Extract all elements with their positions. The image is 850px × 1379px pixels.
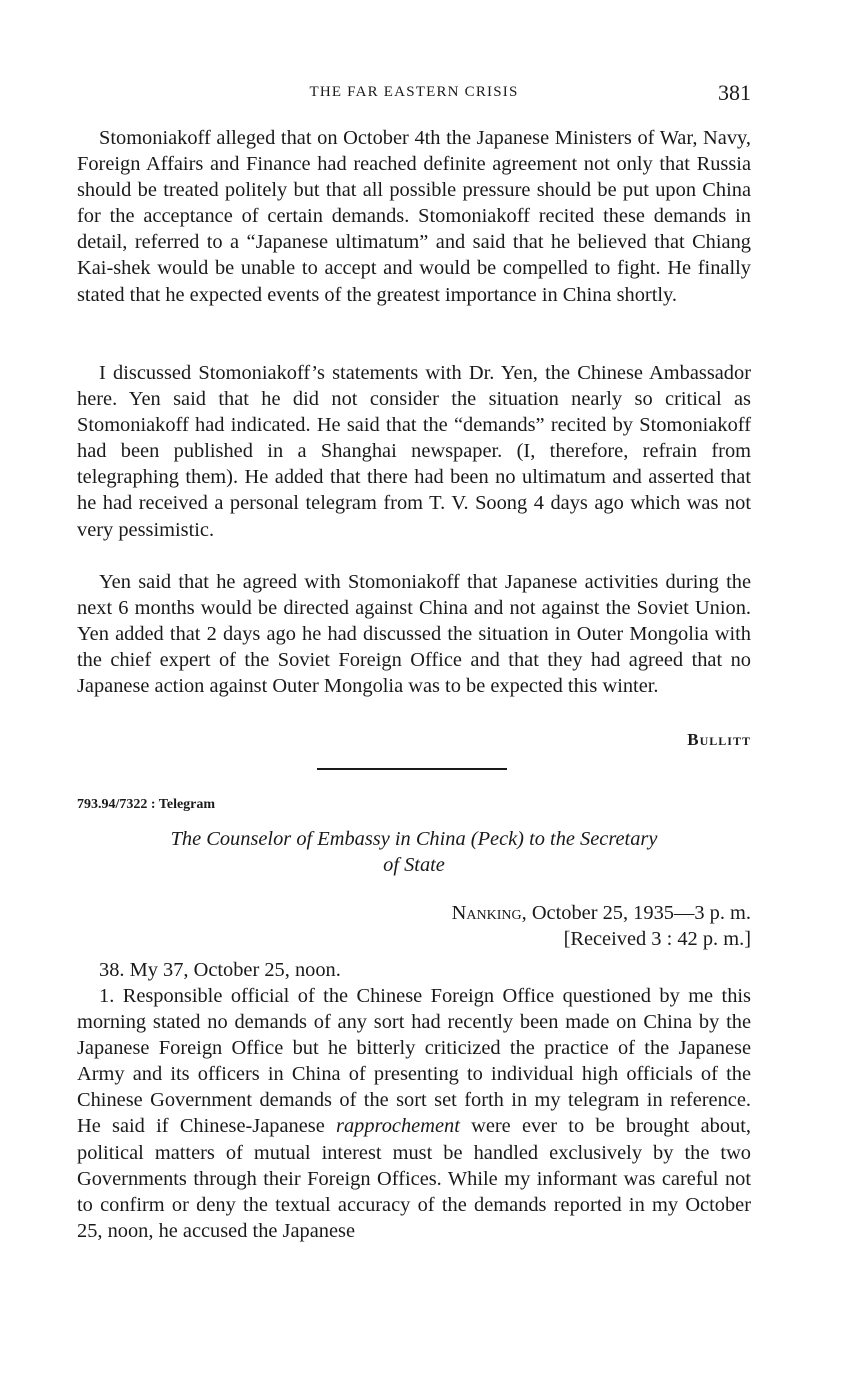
document-title-line-1: The Counselor of Embassy in China (Peck) to the Secretary: [170, 828, 658, 850]
paragraph-yen-discussion: I discussed Stomoniakoff’s statements with Dr. Yen, the Chinese Ambassador here. Yen said that he did not consider the situation nearly so critical as Stomoniakoff had indicated. He said that the “demands” recited by Stomoniakoff had been published in a Shanghai newspaper. (I, therefore, refrain from telegraphing them). He added that there had been no ultimatum and asserted that he had received a personal telegram from T. V. Soong 4 days ago which was not very pessimistic.: [77, 362, 751, 541]
paragraph-yen-agreement: Yen said that he agreed with Stomoniakoff that Japanese activities during the next 6 months would be directed against China and not against the Soviet Union. Yen added that 2 days ago he had discussed the situation in Outer Mongolia with the chief expert of the Soviet Foreign Office and that they had agreed that no Japanese action against Outer Mongolia was to be expected this winter.: [77, 571, 751, 698]
telegram-opening: 38. My 37, October 25, noon.: [99, 959, 341, 981]
paragraph-stomoniakoff-allegation: Stomoniakoff alleged that on October 4th the Japanese Ministers of War, Navy, Foreign Affairs and Finance had reached definite agreement not only that Russia should be treated politely but that all possible pressure should be put upon China for the acceptance of certain demands. Stomoniakoff recited these demands in detail, referred to a “Japanese ultimatum” and said that he believed that Chiang Kai-shek would be unable to accept and would be compelled to fight. He finally stated that he expected events of the greatest importance in China shortly.: [77, 127, 751, 306]
telegram-paragraph-1: [77, 983, 751, 1244]
telegram-paragraph-1-part-b: were ever to be brought about, political matters of mutual interest must be handled exclusively by the two Governments through their Foreign Offices. While my informant was careful not to confirm or deny the textual accuracy of the demands reported in my October 25, noon, he accused the Japanese: [77, 1115, 751, 1242]
running-title: THE FAR EASTERN CRISIS: [309, 84, 519, 100]
dateline-line: [452, 900, 751, 926]
telegram-paragraph-1-part-a: 1. Responsible official of the Chinese Foreign Office questioned by me this morning stated no demands of any sort had recently been made on China by the Japanese Foreign Office but he bitterly criticized the practice of the Japanese Army and its officers in China of presenting to individual high officials of the Chinese Government demands of the sort set forth in my telegram in reference. He said if Chinese-Japanese: [77, 985, 751, 1138]
section-divider: [317, 768, 507, 770]
running-head: [77, 80, 751, 110]
dateline-date: , October 25, 1935—3 p. m.: [521, 902, 751, 924]
rapprochement-italic: rapprochement: [336, 1115, 460, 1138]
file-reference: 793.94/7322 : Telegram: [77, 797, 216, 812]
signature-bullitt: Bullitt: [687, 730, 751, 749]
document-title: [77, 826, 751, 878]
page-number: 381: [718, 80, 751, 105]
received-time: [Received 3 : 42 p. m.]: [563, 928, 751, 950]
dateline-place: Nanking: [451, 902, 522, 924]
document-title-line-2: of State: [383, 854, 445, 876]
dateline: [452, 900, 751, 952]
